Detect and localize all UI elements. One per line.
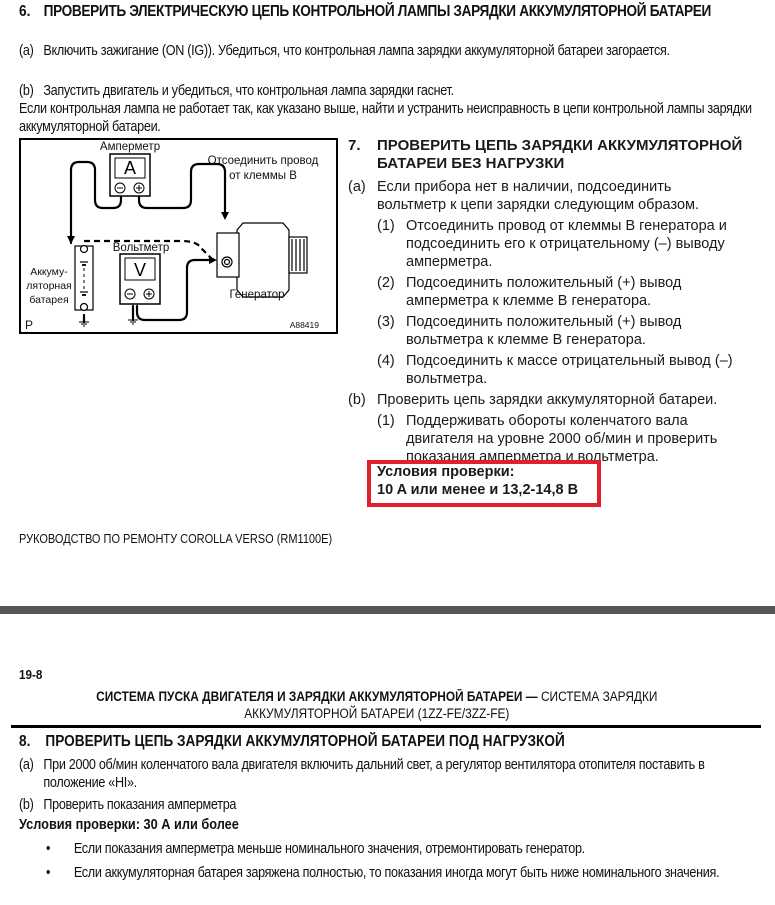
page-separator xyxy=(0,606,775,614)
item-text: Проверить показания амперметра xyxy=(43,797,237,813)
svg-text:Отсоединить провод: Отсоединить провод xyxy=(207,155,319,167)
step-a2 xyxy=(348,274,768,310)
svg-text:Вольтметр: Вольтметр xyxy=(112,242,170,254)
section-number: 8. xyxy=(19,733,31,750)
svg-text:Амперметр: Амперметр xyxy=(99,141,161,153)
step-a4 xyxy=(348,352,768,388)
section-6-note xyxy=(19,100,775,136)
svg-text:от клеммы B: от клеммы B xyxy=(229,170,297,182)
footer-text: РУКОВОДСТВО ПО РЕМОНТУ COROLLA VERSO (RM1100E) xyxy=(19,532,333,546)
step-b1 xyxy=(348,412,768,466)
test-condition xyxy=(377,463,578,499)
svg-text:V: V xyxy=(133,260,147,280)
item-text: Проверить цепь зарядки аккумуляторной батареи. xyxy=(377,392,718,408)
section-title-line2: БАТАРЕИ БЕЗ НАГРУЗКИ xyxy=(377,155,565,172)
header-dash: — xyxy=(522,689,541,704)
svg-text:ляторная: ляторная xyxy=(26,280,72,292)
section-8-condition xyxy=(19,816,239,834)
bullet-icon: • xyxy=(46,865,51,881)
svg-text:Аккуму-: Аккуму- xyxy=(30,266,68,278)
section-title: ПРОВЕРИТЬ ЭЛЕКТРИЧЕСКУЮ ЦЕПЬ КОНТРОЛЬНОЙ ЛАМПЫ ЗАРЯДКИ АККУМУЛЯТОРНОЙ БАТАРЕИ xyxy=(43,3,712,20)
arrow-right-icon xyxy=(209,256,217,264)
header-normal-2: АККУМУЛЯТОРНОЙ БАТАРЕИ (1ZZ-FE/3ZZ-FE) xyxy=(244,706,510,721)
bullet-text: Если аккумуляторная батарея заряжена полностью, то показания иногда могут быть ниже номинального значения. xyxy=(73,865,720,881)
section-7-item-b xyxy=(348,391,768,409)
header-rule xyxy=(11,725,761,728)
header-bold: СИСТЕМА ПУСКА ДВИГАТЕЛЯ И ЗАРЯДКИ АККУМУЛЯТОРНОЙ БАТАРЕИ xyxy=(96,689,523,704)
item-text: Если прибора нет в наличии, подсоединить вольтметр к цепи зарядки следующим образом. xyxy=(377,179,700,213)
item-label: (a) xyxy=(348,179,366,195)
section-7 xyxy=(348,137,768,466)
section-number: 7. xyxy=(348,137,361,154)
battery-icon xyxy=(75,246,93,310)
note-text: Если контрольная лампа не работает так, как указано выше, найти и устранить неисправность в цепи контрольной лампы зарядки аккумуляторной батареи. xyxy=(19,101,752,135)
item-text: Запустить двигатель и убедиться, что контрольная лампа зарядки гаснет. xyxy=(43,83,454,99)
item-label: (b) xyxy=(348,392,366,408)
item-text: При 2000 об/мин коленчатого вала двигателя включить дальний свет, а регулятор вентилятора отопителя поставить в положение «HI». xyxy=(43,757,705,791)
arrow-down-icon xyxy=(67,236,75,244)
header-normal-1: СИСТЕМА ЗАРЯДКИ xyxy=(540,689,658,704)
svg-text:P: P xyxy=(25,318,34,332)
section-number: 6. xyxy=(19,3,31,20)
step-text: Подсоединить положительный (+) вывод амперметра к клемме B генератора. xyxy=(406,275,682,309)
bullet-icon: • xyxy=(46,841,51,857)
condition-text: Условия проверки: 30 А или более xyxy=(19,817,239,833)
svg-text:A: A xyxy=(123,158,137,178)
section-7-heading xyxy=(348,137,768,175)
step-text: Отсоединить провод от клеммы B генератора и подсоединить его к отрицательному (–) выводу амперметра. xyxy=(406,218,727,270)
condition-title: Условия проверки: xyxy=(377,464,515,480)
step-label: (2) xyxy=(377,275,395,291)
wiring-diagram-svg xyxy=(21,140,336,332)
page-number xyxy=(19,667,42,682)
svg-text:батарея: батарея xyxy=(29,294,69,306)
step-a1 xyxy=(348,217,768,271)
item-label: (a) xyxy=(19,43,34,59)
item-label: (b) xyxy=(19,797,34,813)
page-header xyxy=(38,688,716,722)
item-text: Включить зажигание (ON (IG)). Убедиться, что контрольная лампа зарядки аккумуляторной батареи загорается. xyxy=(43,43,670,59)
step-text: Подсоединить к массе отрицательный вывод (–) вольтметра. xyxy=(406,353,733,387)
svg-text:Генератор: Генератор xyxy=(229,289,285,301)
step-a3 xyxy=(348,313,768,349)
page-number-text: 19-8 xyxy=(19,667,43,682)
bullet-text: Если показания амперметра меньше номинального значения, отремонтировать генератор. xyxy=(73,841,585,857)
step-label: (4) xyxy=(377,353,395,369)
step-text: Подсоединить положительный (+) вывод вольтметра к клемме B генератора. xyxy=(406,314,682,348)
step-label: (1) xyxy=(377,413,395,429)
item-label: (a) xyxy=(19,757,34,773)
item-label: (b) xyxy=(19,83,34,99)
svg-text:A88419: A88419 xyxy=(289,320,319,330)
step-label: (1) xyxy=(377,218,395,234)
wiring-diagram xyxy=(19,138,338,334)
ground-icon xyxy=(79,320,138,326)
page-footer xyxy=(19,532,332,546)
section-title: ПРОВЕРИТЬ ЦЕПЬ ЗАРЯДКИ АККУМУЛЯТОРНОЙ БАТАРЕИ ПОД НАГРУЗКОЙ xyxy=(45,733,565,750)
condition-value: 10 A или менее и 13,2-14,8 В xyxy=(377,482,579,498)
arrow-down-icon xyxy=(221,212,229,220)
generator-icon xyxy=(217,223,307,297)
step-label: (3) xyxy=(377,314,395,330)
step-text: Поддерживать обороты коленчатого вала двигателя на уровне 2000 об/мин и проверить показания амперметра и вольтметра. xyxy=(406,413,718,465)
section-title-line1: ПРОВЕРИТЬ ЦЕПЬ ЗАРЯДКИ АККУМУЛЯТОРНОЙ xyxy=(377,137,743,154)
section-7-item-a xyxy=(348,178,768,214)
